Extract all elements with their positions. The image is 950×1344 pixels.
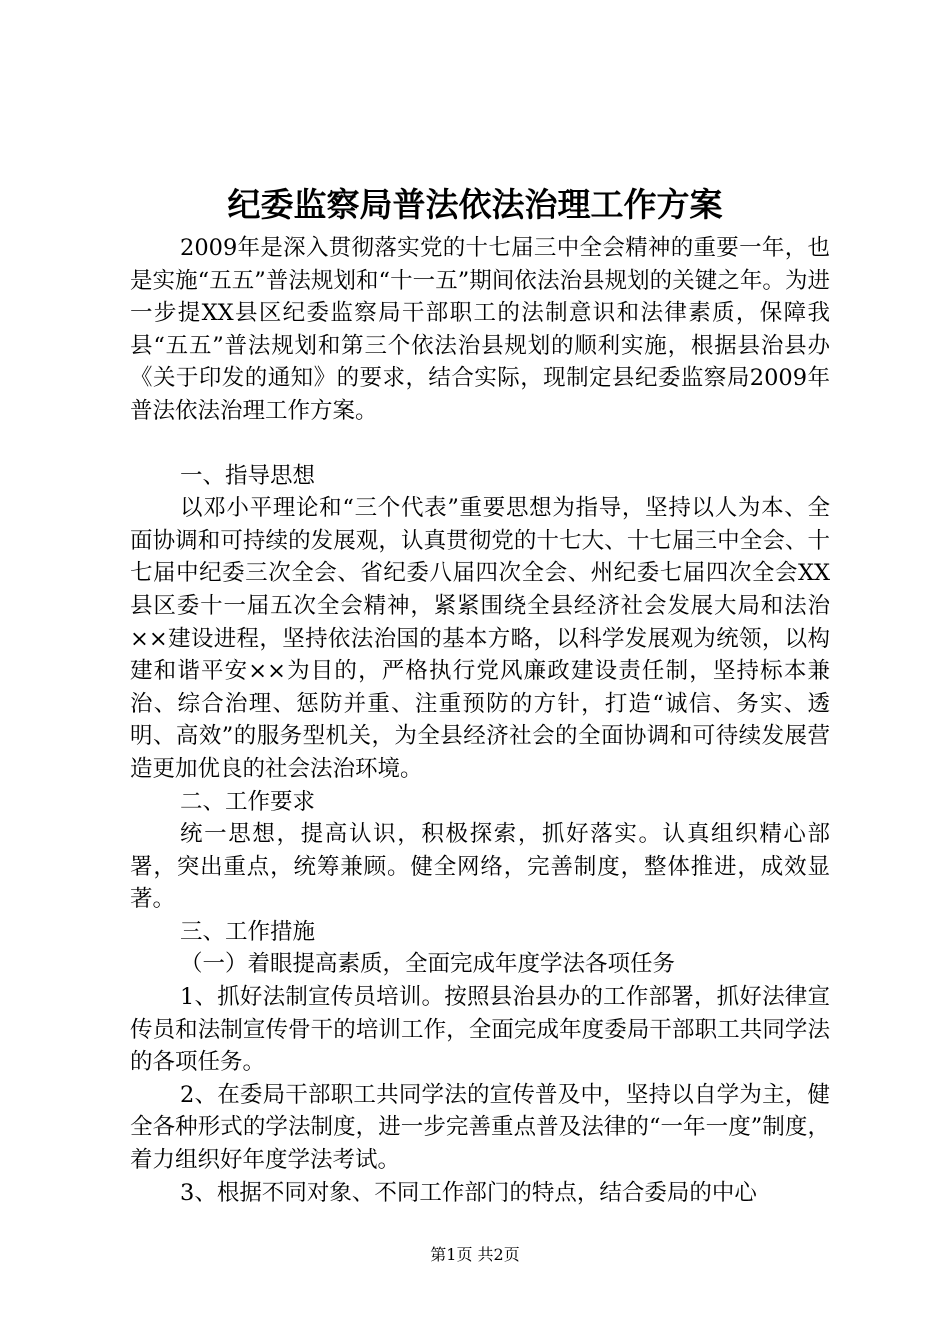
work-requirements-paragraph: 统一思想，提高认识，积极探索，抓好落实。认真组织精心部署，突出重点，统筹兼顾。健全网络，完善制度，整体推进，成效显著。 — [130, 821, 830, 913]
measure-item-3: 3、根据不同对象、不同工作部门的特点，结合委局的中心 — [180, 1179, 757, 1206]
section-heading-work-measures: 三、工作措施 — [180, 918, 316, 945]
document-body — [130, 232, 830, 1209]
page-footer: 第1页 共2页 — [430, 1245, 520, 1264]
section-heading-guiding-ideology: 一、指导思想 — [180, 462, 316, 489]
intro-paragraph: 2009年是深入贯彻落实党的十七届三中全会精神的重要一年，也是实施“五五”普法规划和“十一五”期间依法治县规划的关键之年。为进一步提XX县区纪委监察局干部职工的法制意识和法律素质，保障我县“五五”普法规划和第三个依法治县规划的顺利实施，根据县治县办《关于印发的通知》的要求，结合实际，现制定县纪委监察局2009年普法依法治理工作方案。 — [130, 235, 830, 424]
section-heading-work-requirements: 二、工作要求 — [180, 788, 316, 815]
measure-item-2: 2、在委局干部职工共同学法的宣传普及中，坚持以自学为主，健全各种形式的学法制度，进一步完善重点普及法律的“一年一度”制度，着力组织好年度学法考试。 — [130, 1081, 830, 1174]
guiding-ideology-paragraph: 以邓小平理论和“三个代表”重要思想为指导，坚持以人为本、全面协调和可持续的发展观，认真贯彻党的十七大、十七届三中全会、十七届中纪委三次全会、省纪委八届四次全会、州纪委七届四次全会XX县区委十一届五次全会精神，紧紧围绕全县经济社会发展大局和法治××建设进程，坚持依法治国的基本方略，以科学发展观为统领，以构建和谐平安××为目的，严格执行党风廉政建设责任制，坚持标本兼治、综合治理、惩防并重、注重预防的方针，打造“诚信、务实、透明、高效”的服务型机关，为全县经济社会的全面协调和可待续发展营造更加优良的社会法治环境。 — [130, 495, 830, 782]
paragraph-gap — [130, 428, 830, 460]
measure-item-1: 1、抓好法制宣传员培训。按照县治县办的工作部署，抓好法律宣传员和法制宣传骨干的培训工作，全面完成年度委局干部职工共同学法的各项任务。 — [130, 984, 830, 1076]
document-title: 纪委监察局普法依法治理工作方案 — [227, 185, 723, 224]
subsection-heading-improve-quality: （一）着眼提高素质，全面完成年度学法各项任务 — [180, 951, 676, 978]
